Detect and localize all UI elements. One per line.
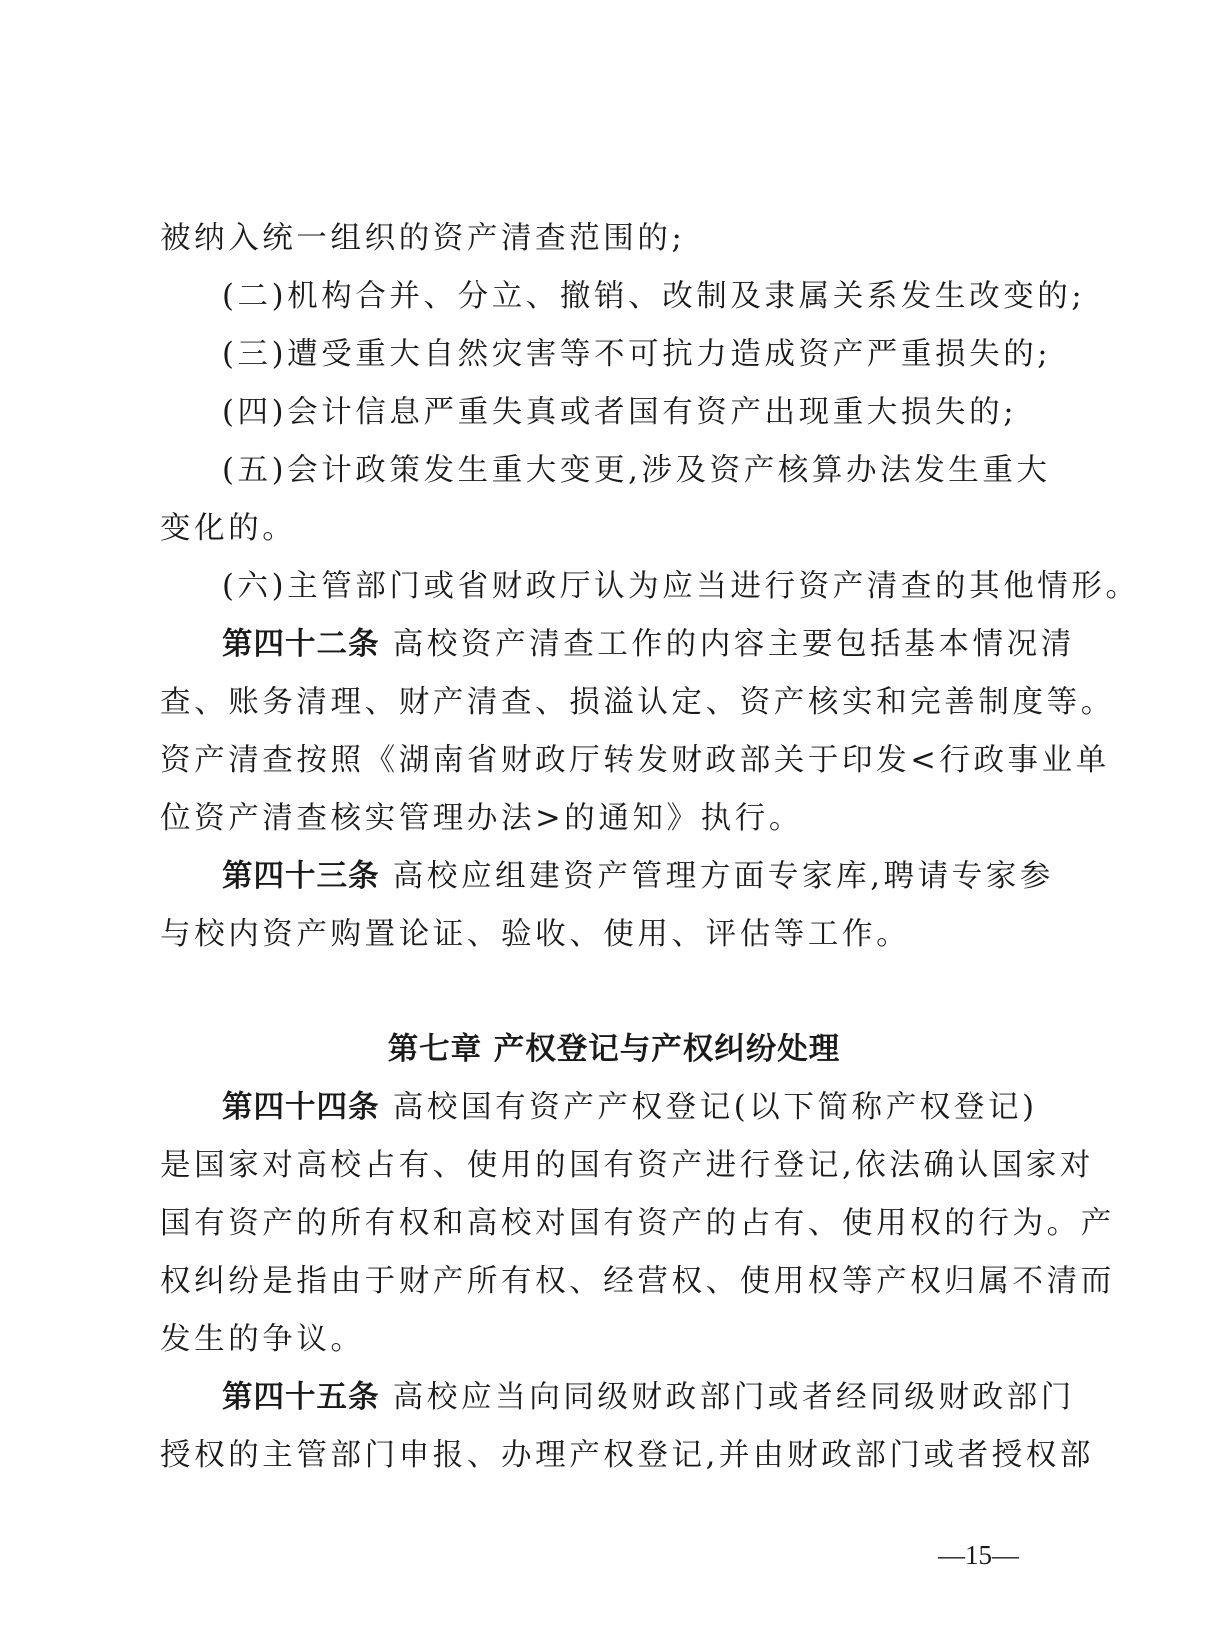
text-line: 被纳入统一组织的资产清查范围的; — [160, 221, 686, 256]
article-43-text: 高校应组建资产管理方面专家库,聘请专家参 — [392, 859, 1054, 894]
list-item-2: (二)机构合并、分立、撤销、改制及隶属关系发生改变的; — [222, 279, 1086, 314]
text-line: 查、账务清理、财产清查、损溢认定、资产核实和完善制度等。 — [160, 685, 1115, 720]
article-44-first-line — [222, 1088, 1038, 1128]
article-42-first-line — [222, 625, 1075, 665]
article-45-first-line — [222, 1378, 1075, 1418]
article-44-text: 高校国有资产产权登记(以下简称产权登记) — [392, 1090, 1038, 1125]
text-line: 资产清查按照《湖南省财政厅转发财政部关于印发<行政事业单 — [160, 743, 1110, 778]
article-45-text: 高校应当向同级财政部门或者经同级财政部门 — [392, 1380, 1075, 1415]
text-line: 权纠纷是指由于财产所有权、经营权、使用权等产权归属不清而 — [160, 1264, 1115, 1299]
text-line: 是国家对高校占有、使用的国有资产进行登记,依法确认国家对 — [160, 1148, 1094, 1183]
article-43-first-line — [222, 857, 1054, 897]
list-item-4: (四)会计信息严重失真或者国有资产出现重大损失的; — [222, 395, 1018, 430]
text-line: 授权的主管部门申报、办理产权登记,并由财政部门或者授权部 — [160, 1438, 1094, 1473]
text-line: 发生的争议。 — [160, 1322, 365, 1357]
article-42-label: 第四十二条 — [222, 627, 380, 662]
list-item-5: (五)会计政策发生重大变更,涉及资产核算办法发生重大 — [222, 453, 1051, 488]
text-line: 国有资产的所有权和高校对国有资产的占有、使用权的行为。产 — [160, 1206, 1115, 1241]
list-item-3: (三)遭受重大自然灾害等不可抗力造成资产严重损失的; — [222, 337, 1052, 372]
text-line: 位资产清查核实管理办法>的通知》执行。 — [160, 801, 803, 836]
article-44-label: 第四十四条 — [222, 1090, 380, 1125]
text-line: 变化的。 — [160, 511, 297, 546]
article-45-label: 第四十五条 — [222, 1380, 380, 1415]
article-43-label: 第四十三条 — [222, 859, 380, 894]
page-number: —15— — [938, 1540, 1019, 1570]
list-item-6: (六)主管部门或省财政厅认为应当进行资产清查的其他情形。 — [222, 569, 1140, 604]
text-line: 与校内资产购置论证、验收、使用、评估等工作。 — [160, 917, 911, 952]
article-42-text: 高校资产清查工作的内容主要包括基本情况清 — [392, 627, 1075, 662]
chapter-heading: 第七章 产权登记与产权纠纷处理 — [387, 1032, 841, 1067]
